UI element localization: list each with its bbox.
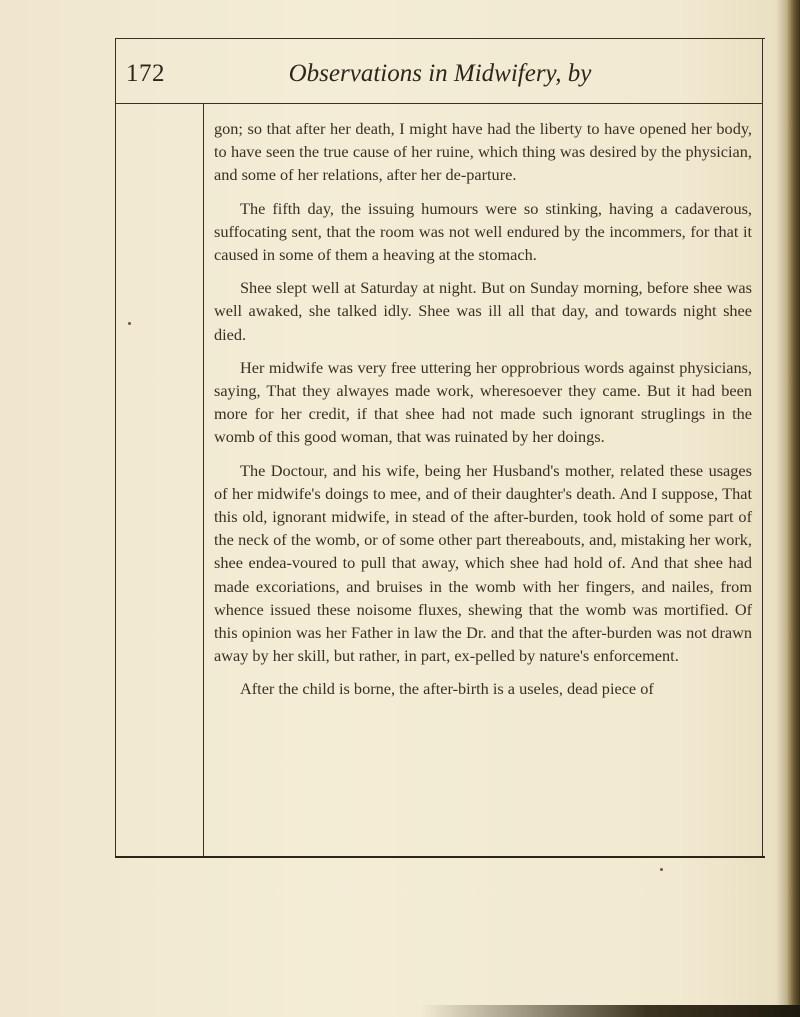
book-spine-edge <box>786 0 800 1017</box>
frame-right-rule <box>762 38 763 858</box>
frame-left-rule <box>115 38 116 858</box>
margin-column-rule <box>203 103 204 856</box>
page-number: 172 <box>126 60 165 87</box>
paragraph-2: The fifth day, the issuing humours were so stinking, having a cadaverous, suffocating sent, that the room was not well endured by the incommers, for that it caused in some of them a heaving at the stomach. <box>214 198 752 265</box>
paragraph-3: Shee slept well at Saturday at night. But on Sunday morning, before shee was well awaked, she talked idly. Shee was ill all that day, and towards night shee died. <box>214 278 752 344</box>
paragraph-1: gon; so that after her death, I might have had the liberty to have opened her body, to have seen the true cause of her ruine, which thing was desired by the physician, and some of her relations, after her de-parture. <box>214 119 752 185</box>
paragraph-5: The Doctour, and his wife, being her Husband's mother, related these usages of her midwife's doings to mee, and of their daughter's death. And I suppose, That this old, ignorant midwife, in stead of the after-burden, took hold of some part of the neck of the womb, or of some other part thereabouts, and, mistaking her work, shee endea-voured to pull that away, which shee had hold of. And that shee had made excoriations, and bruises in the womb with her fingers, and nailes, from whence issued these noisome fluxes, shewing that the womb was mortified. Of this opinion was her Father in law the Dr. and that the after-burden was not drawn away by her skill, but rather, in part, ex-pelled by nature's enforcement. <box>214 460 752 666</box>
ink-speck <box>660 868 663 871</box>
paragraph-6: After the child is borne, the after-birth is a useles, dead piece of <box>240 679 654 699</box>
ink-speck <box>128 322 131 325</box>
page-bottom-shadow <box>420 1005 800 1017</box>
header-divider-rule <box>115 103 763 104</box>
body-text <box>214 117 752 711</box>
paragraph-4: Her midwife was very free uttering her opprobrious words against physicians, saying, That they alwayes made work, wheresoever they came. But it had been more for her credit, if that shee had not made such ignorant struglings in the womb of this good woman, that was ruinated by her doings. <box>214 357 752 447</box>
frame-bottom-rule <box>115 856 765 858</box>
frame-top-rule <box>115 38 765 39</box>
running-title: Observations in Midwifery, by <box>288 60 592 87</box>
